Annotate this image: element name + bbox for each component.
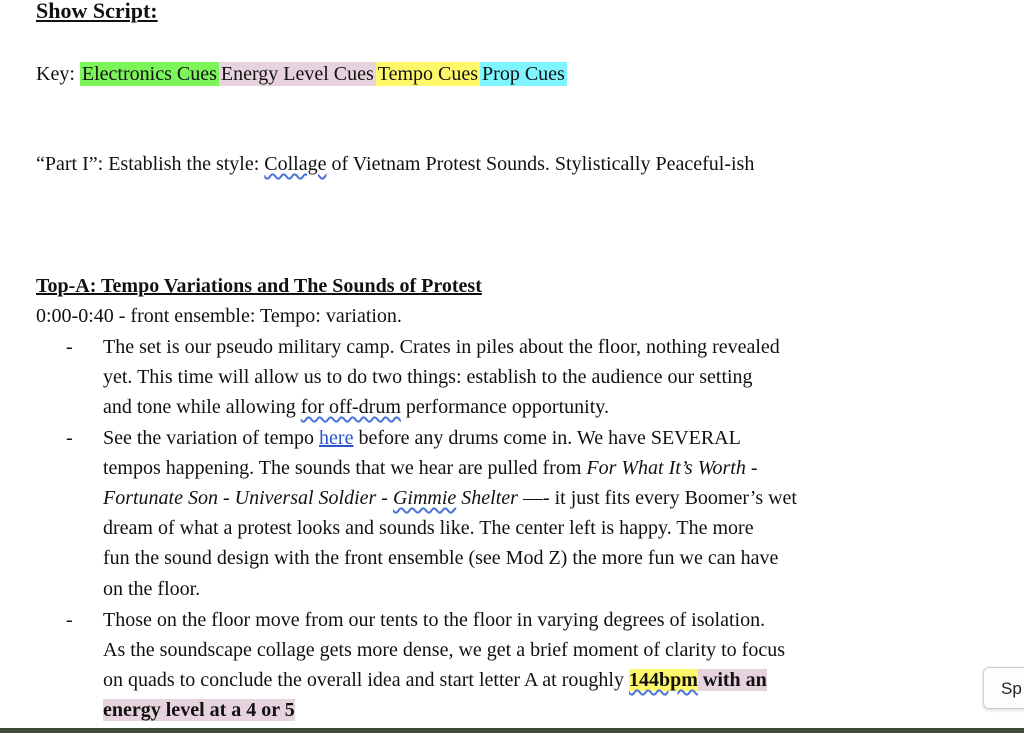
bullet2-text: tempos happening. The sounds that we hear are pulled from — [103, 457, 587, 479]
part-one-line — [36, 149, 754, 179]
song-title-end: Shelter — [456, 487, 518, 509]
song-title: For What It’s Worth - — [586, 457, 758, 479]
bullet2-line4: dream of what a protest looks and sounds like. The center left is happy. The more — [103, 517, 754, 539]
bullet1-line1: The set is our pseudo military camp. Crates in piles about the floor, nothing revealed — [103, 336, 780, 358]
side-panel-button[interactable]: Sp — [983, 667, 1024, 709]
energy-cue-highlight-cont: energy level at a 4 or 5 — [103, 699, 295, 721]
key-prop-cues: Prop Cues — [482, 63, 565, 85]
bullet1-text: and tone while allowing — [103, 396, 301, 418]
tempo-variation-link[interactable]: here — [319, 427, 354, 449]
bullet3-line2: As the soundscape collage gets more dense, we get a brief moment of clarity to focus — [103, 639, 786, 661]
key-tempo-cues: Tempo Cues — [377, 63, 479, 85]
bullet-marker: - — [66, 336, 73, 358]
song-spellcheck-word[interactable]: Gimmie — [392, 487, 457, 509]
bullet2-line1 — [103, 423, 741, 453]
part-prefix: “Part I”: Establish the style: — [36, 153, 265, 175]
bullet3-text: on quads to conclude the overall idea and start letter A at roughly — [103, 669, 629, 691]
bullet-marker: - — [66, 427, 73, 449]
window-bottom-edge — [0, 728, 1024, 733]
bullet2-line3 — [103, 483, 797, 513]
tempo-cue-highlight: 144bpm — [628, 669, 698, 691]
key-legend — [36, 59, 567, 89]
script-heading: Show Script: — [36, 0, 158, 23]
part-suffix: of Vietnam Protest Sounds. Stylistically Peaceful-ish — [326, 153, 755, 175]
part-spellcheck-word[interactable]: Collage — [264, 153, 327, 175]
bullet2-text: See the variation of tempo — [103, 427, 320, 449]
section-title: Top-A: Tempo Variations and The Sounds of Protest — [36, 275, 482, 297]
bullet2-text: —- it just fits every Boomer’s wet — [517, 487, 797, 509]
key-electronics-cues: Electronics Cues — [81, 63, 217, 85]
bullet3-line4 — [103, 695, 295, 725]
energy-cue-highlight: with an — [697, 669, 767, 691]
bullet3-line1: Those on the floor move from our tents to the floor in varying degrees of isolation. — [103, 609, 766, 631]
bullet1-line3 — [103, 392, 609, 422]
bullet1-line2: yet. This time will allow us to do two things: establish to the audience our setting — [103, 366, 753, 388]
bullet1-spellcheck-phrase[interactable]: for off-drum — [300, 396, 401, 418]
key-energy-level-cues: Energy Level Cues — [220, 63, 374, 85]
bullet3-line3 — [103, 665, 767, 695]
key-label: Key: — [36, 63, 75, 85]
bullet2-line2 — [103, 453, 758, 483]
bullet2-line6: on the floor. — [103, 578, 201, 600]
bullet2-text-end: before any drums come in. We have SEVERAL — [353, 427, 741, 449]
bullet-marker: - — [66, 609, 73, 631]
bullet1-text-end: performance opportunity. — [400, 396, 609, 418]
timing-line: 0:00-0:40 - front ensemble: Tempo: variation. — [36, 305, 402, 327]
bullet2-line5: fun the sound design with the front ensemble (see Mod Z) the more fun we can have — [103, 547, 779, 569]
song-titles: Fortunate Son - Universal Soldier - — [103, 487, 393, 509]
